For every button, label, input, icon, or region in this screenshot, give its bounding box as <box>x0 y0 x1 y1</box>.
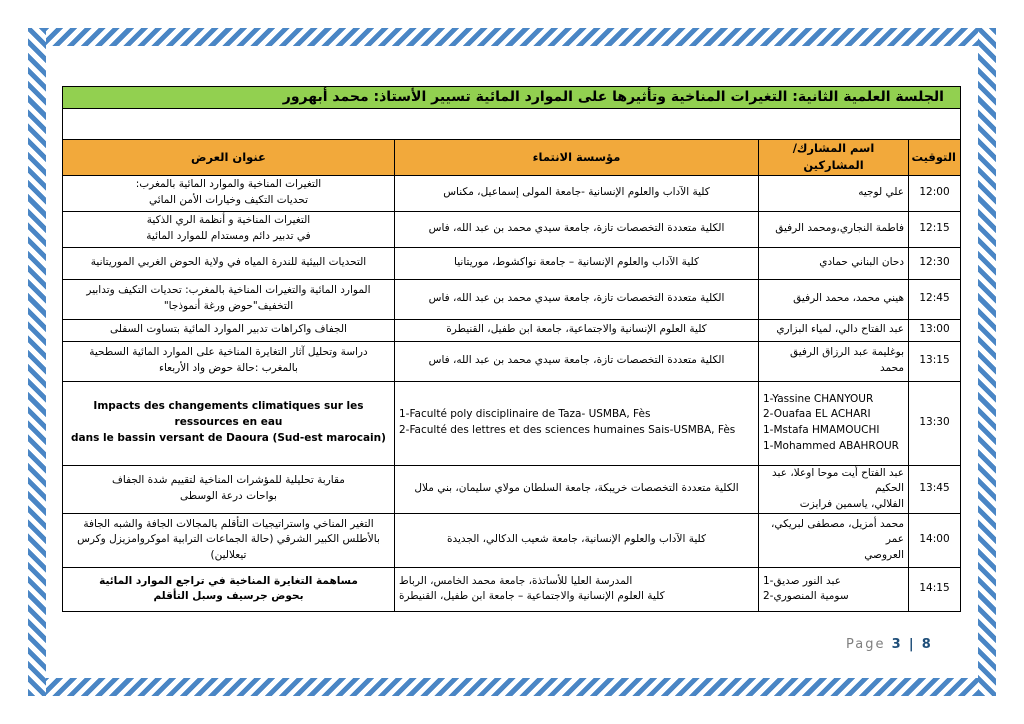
presentation-title-line: الموارد المائية والتغيرات المناخية بالمغرب: تحديات التكيف وتدابير <box>86 284 371 297</box>
affiliation-line: الكلية متعددة التخصصات تازة، جامعة سيدي محمد بن عبد الله، فاس <box>428 354 725 367</box>
affiliation-cell <box>395 319 759 341</box>
affiliation-line: كلية الآداب والعلوم الإنسانية – جامعة نواكشوط، موريتانيا <box>454 256 699 269</box>
affiliation-cell <box>395 381 759 465</box>
affiliation-cell <box>395 175 759 211</box>
presentation-title-line: Impacts des changements climatiques sur les ressources en eau <box>93 400 364 429</box>
participants-cell <box>759 465 909 513</box>
presentation-title-line: التخفيف"حوض ورغة أنموذجا" <box>163 300 294 312</box>
decorative-border-bottom <box>28 678 996 696</box>
participants-line: محمد أمزيل، مصطفى لبريكي، عمر <box>770 517 904 546</box>
table-row <box>62 465 960 513</box>
table-row <box>62 211 960 247</box>
presentation-title-line: بواحات درعة الوسطى <box>180 490 277 503</box>
header-title: عنوان العرض <box>62 140 394 176</box>
table-row <box>62 381 960 465</box>
presentation-title-line: دراسة وتحليل آثار التغايرة المناخية على الموارد المائية السطحية <box>89 346 368 359</box>
participants-line: عبد الفتاح دالي، لمياء البزاري <box>776 323 904 336</box>
table-row <box>62 319 960 341</box>
table-row <box>62 247 960 279</box>
presentation-title-cell <box>62 513 394 567</box>
affiliation-cell <box>395 247 759 279</box>
presentation-title-line: بحوض جرسيف وسبل التأقلم <box>153 590 304 603</box>
time-cell: 13:30 <box>909 381 961 465</box>
time-cell: 12:45 <box>909 279 961 319</box>
affiliation-line: الكلية متعددة التخصصات خريبكة، جامعة السلطان مولاي سليمان، بني ملال <box>414 482 739 495</box>
affiliation-cell <box>395 341 759 381</box>
presentation-title-line: الجفاف واكراهات تدبير الموارد المائية بتساوت السفلى <box>109 323 347 336</box>
presentation-title-line: بالمغرب :حالة حوض واد الأربعاء <box>159 362 298 374</box>
participants-line: فاطمة النجاري،ومحمد الرفيق <box>775 222 904 235</box>
affiliation-line: كلية العلوم الإنسانية والاجتماعية، جامعة ابن طفيل، القنيطرة <box>446 323 707 336</box>
page-footer <box>846 637 933 652</box>
table-row <box>62 341 960 381</box>
affiliation-line: كلية العلوم الإنسانية والاجتماعية – جامعة ابن طفيل، القنيطرة <box>399 590 665 603</box>
time-cell: 14:00 <box>909 513 961 567</box>
header-time: التوقيت <box>909 140 961 176</box>
participants-cell <box>759 513 909 567</box>
participants-line: 2-Ouafaa EL ACHARI <box>763 408 871 421</box>
affiliation-line: الكلية متعددة التخصصات تازة، جامعة سيدي محمد بن عبد الله، فاس <box>428 292 725 305</box>
presentation-title-cell <box>62 247 394 279</box>
participants-line: بوغليمة عبد الرزاق الرفيق محمد <box>789 346 904 374</box>
affiliation-cell <box>395 279 759 319</box>
presentation-title-cell <box>62 279 394 319</box>
participants-line: العروصي <box>864 549 904 562</box>
participants-cell <box>759 341 909 381</box>
participants-line: 1-عبد النور صديق <box>763 574 841 587</box>
time-cell: 13:00 <box>909 319 961 341</box>
page-label: Page <box>846 637 886 652</box>
presentation-title-cell <box>62 381 394 465</box>
decorative-border-top <box>28 28 996 46</box>
presentation-title-cell <box>62 319 394 341</box>
affiliation-line: الكلية متعددة التخصصات تازة، جامعة سيدي محمد بن عبد الله، فاس <box>428 222 725 235</box>
schedule-rows <box>62 175 960 611</box>
presentation-title-cell <box>62 465 394 513</box>
affiliation-cell <box>395 211 759 247</box>
affiliation-line: كلية الآداب والعلوم الإنسانية -جامعة المولى إسماعيل، مكناس <box>443 186 710 199</box>
header-participants: اسم المشارك/المشاركين <box>759 140 909 176</box>
participants-line: 1-Yassine CHANYOUR <box>763 392 874 405</box>
time-cell: 12:15 <box>909 211 961 247</box>
participants-line: دحان البناني حمادي <box>819 256 904 269</box>
presentation-title-line: التغيرات المناخية والموارد المائية بالمغرب: <box>135 178 322 191</box>
session-title: الجلسة العلمية الثانية: التغيرات المناخية وتأثيرها على الموارد المائية تسيير الأستاذ: محمد أبهرور <box>62 87 960 109</box>
presentation-title-line: التغير المناخي واستراتيجيات التأقلم بالمجالات الجافة والشبه الجافة <box>83 517 374 530</box>
header-affiliation: مؤسسة الانتماء <box>395 140 759 176</box>
table-row <box>62 567 960 611</box>
participants-line: الفلالي، ياسمين فرايزت <box>799 498 904 510</box>
participants-line: هيني محمد، محمد الرفيق <box>793 292 904 305</box>
affiliation-line: المدرسة العليا للأساتذة، جامعة محمد الخامس، الرباط <box>399 574 633 587</box>
affiliation-line: 2-Faculté des lettres et des sciences humaines Sais-USMBA, Fès <box>399 424 736 436</box>
time-cell: 12:00 <box>909 175 961 211</box>
page-separator: | <box>908 637 916 652</box>
schedule-table <box>62 86 961 612</box>
affiliation-cell <box>395 513 759 567</box>
presentation-title-line: في تدبير دائم ومستدام للموارد المائية <box>146 230 311 242</box>
affiliation-cell <box>395 567 759 611</box>
participants-line: علي لوجيه <box>858 186 904 199</box>
participants-cell <box>759 319 909 341</box>
decorative-border-right <box>978 28 996 696</box>
participants-cell <box>759 175 909 211</box>
table-header-row <box>62 140 960 176</box>
affiliation-cell <box>395 465 759 513</box>
affiliation-line: كلية الآداب والعلوم الإنسانية، جامعة شعيب الدكالي، الجديدة <box>446 533 707 546</box>
participants-line: 1-Mohammed ABAHROUR <box>763 439 899 452</box>
presentation-title-line: تحديات التكيف وخيارات الأمن المائي <box>148 194 309 206</box>
presentation-title-cell <box>62 341 394 381</box>
participants-cell <box>759 279 909 319</box>
participants-line: 1-Mstafa HMAMOUCHI <box>763 424 880 436</box>
participants-cell <box>759 247 909 279</box>
participants-cell <box>759 381 909 465</box>
participants-line: 2-سومية المنصوري <box>763 590 849 603</box>
presentation-title-line: التحديات البيئية للندرة المياه في ولاية الحوض الغربي الموريتانية <box>90 256 367 269</box>
table-row <box>62 513 960 567</box>
affiliation-line: 1-Faculté poly disciplinaire de Taza- USMBA, Fès <box>399 408 651 421</box>
time-cell: 13:15 <box>909 341 961 381</box>
decorative-border-left <box>28 28 46 696</box>
blank-row <box>62 109 960 140</box>
table-row <box>62 175 960 211</box>
presentation-title-cell <box>62 175 394 211</box>
presentation-title-line: تيعلالين) <box>210 549 247 562</box>
presentation-title-cell <box>62 567 394 611</box>
schedule-sheet <box>63 86 961 612</box>
time-cell: 12:30 <box>909 247 961 279</box>
presentation-title-line: مساهمة التغايرة المناخية في تراجع الموارد المائية <box>99 574 358 587</box>
table-row <box>62 279 960 319</box>
time-cell: 14:15 <box>909 567 961 611</box>
presentation-title-line: dans le bassin versant de Daoura (Sud-est marocain) <box>71 431 386 444</box>
page-number: 3 <box>891 637 903 652</box>
total-pages: 8 <box>921 637 933 652</box>
time-cell: 13:45 <box>909 465 961 513</box>
session-title-row <box>62 87 960 109</box>
participants-cell <box>759 211 909 247</box>
presentation-title-line: بالأطلس الكبير الشرقي (حالة الجماعات الترابية اموكروامزيزل وكرس <box>77 533 380 546</box>
presentation-title-line: التغيرات المناخية و أنظمة الري الذكية <box>146 214 311 227</box>
presentation-title-cell <box>62 211 394 247</box>
participants-line: عبد الفتاح أيت موحا اوعلا، عبد الحكيم <box>772 466 904 495</box>
participants-cell <box>759 567 909 611</box>
presentation-title-line: مقاربة تحليلية للمؤشرات المناخية لتقييم شدة الجفاف <box>112 474 345 487</box>
